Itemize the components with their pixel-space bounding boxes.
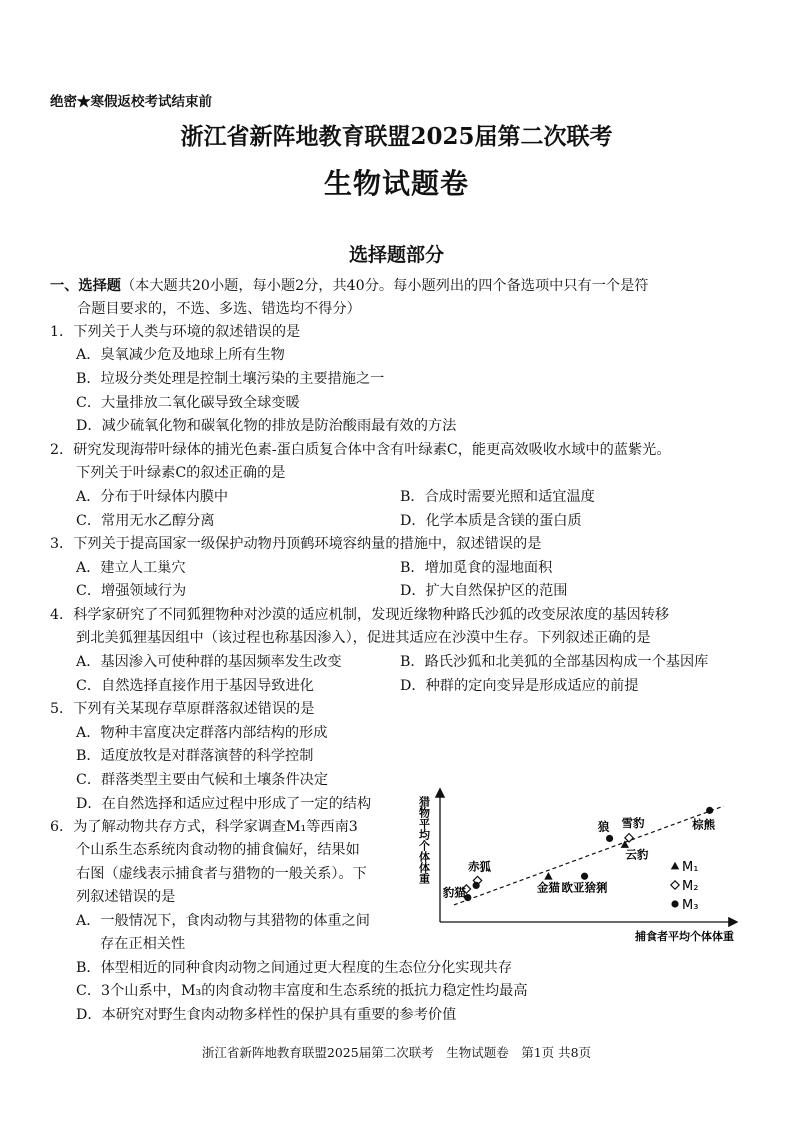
x-axis-label: 捕食者平均个体体重 (635, 930, 734, 943)
q6-option-a-1: A．一般情况下，食肉动物与其猎物的体重之间 (76, 913, 370, 929)
legend-marker-0 (671, 862, 679, 870)
part1-label: 一、选择题 (50, 278, 121, 294)
point-5 (581, 873, 588, 880)
q3-option-d: D．扩大自然保护区的范围 (400, 583, 568, 599)
q4-stem-2: 到北美狐狸基因组中（该过程也称基因渗入），促进其适应在沙漠中生存。下列叙述正确的是 (76, 630, 651, 646)
q3-option-b: B．增加觅食的湿地面积 (400, 560, 553, 576)
q2-option-c: C．常用无水乙醇分离 (76, 513, 215, 529)
predator-prey-chart (418, 780, 738, 950)
legend-label-1: M₂ (682, 879, 699, 894)
legend-marker-2 (671, 900, 678, 907)
point-label-5: 欧亚猞猁 (561, 880, 608, 895)
point-7 (625, 834, 633, 842)
q4-option-c: C．自然选择直接作用于基因导致进化 (76, 678, 314, 694)
legend-label-0: M₁ (682, 860, 699, 875)
q5-option-a: A．物种丰富度决定群落内部结构的形成 (76, 725, 328, 741)
q3-stem: 3．下列关于提高国家一级保护动物丹顶鹤环境容纳量的措施中，叙述错误的是 (50, 536, 542, 552)
q1-stem: 1．下列关于人类与环境的叙述错误的是 (50, 324, 301, 340)
exam-title: 浙江省新阵地教育联盟2025届第二次联考 (180, 123, 613, 150)
y-axis-label: 猎物平均个体体重 (418, 796, 431, 884)
point-9 (706, 807, 713, 814)
q2-option-a: A．分布于叶绿体内膜中 (76, 489, 229, 505)
q6-stem-4: 列叙述错误的是 (76, 889, 176, 905)
point-label-9: 棕熊 (692, 817, 716, 832)
q3-option-a: A．建立人工巢穴 (76, 560, 186, 576)
part1-instr-2: 合题目要求的，不选、多选、错选均不得分） (77, 301, 361, 317)
q6-option-a-2: 存在正相关性 (100, 936, 186, 952)
part1-instr-1: （本大题共20小题，每小题2分，共40分。每小题列出的四个备选项中只有一个是符 (120, 278, 649, 294)
q1-option-a: A．臭氧减少危及地球上所有生物 (76, 347, 285, 363)
q1-option-c: C．大量排放二氧化碳导致全球变暖 (76, 395, 300, 411)
q4-option-d: D．种群的定向变异是形成适应的前提 (400, 678, 639, 694)
confidential-label: 绝密★寒假返校考试结束前 (50, 94, 212, 110)
section-heading: 选择题部分 (348, 244, 444, 266)
q5-stem: 5．下列有关某现存草原群落叙述错误的是 (50, 701, 315, 717)
q4-stem-1: 4．科学家研究了不同狐狸物种对沙漠的适应机制，发现近缘物种路氏沙狐的改变尿浓度的基因转移 (50, 607, 670, 623)
point-label-8: 云豹 (625, 847, 649, 862)
q4-option-b: B．路氏沙狐和北美狐的全部基因构成一个基因库 (400, 654, 709, 670)
point-4 (544, 872, 552, 880)
q4-option-a: A．基因渗入可使种群的基因频率发生改变 (76, 654, 342, 670)
q1-option-b: B．垃圾分类处理是控制土壤污染的主要措施之一 (76, 371, 385, 387)
point-label-6: 狼 (597, 819, 610, 834)
point-label-4: 金猫 (536, 880, 560, 895)
q5-option-b: B．适度放牧是对群落演替的科学控制 (76, 748, 314, 764)
point-6 (606, 835, 613, 842)
point-label-7: 雪豹 (621, 815, 645, 830)
point-3 (473, 882, 480, 889)
q6-stem-3: 右图（虚线表示捕食者与猎物的一般关系）。下 (76, 866, 367, 882)
q6-option-d: D．本研究对野生食肉动物多样性的保护具有重要的参考价值 (76, 1007, 457, 1023)
q2-option-d: D．化学本质是含镁的蛋白质 (400, 513, 582, 529)
part1-instruction (50, 276, 648, 296)
q5-option-d: D．在自然选择和适应过程中形成了一定的结构 (76, 796, 372, 812)
point-label-2: 赤狐 (468, 859, 492, 874)
q1-option-d: D．减少硫氧化物和碳氧化物的排放是防治酸雨最有效的方法 (76, 418, 457, 434)
legend-label-2: M₃ (682, 898, 699, 913)
chart-legend (671, 860, 699, 913)
q6-option-c: C．3个山系中，M₃的肉食动物丰富度和生态系统的抵抗力稳定性均最高 (76, 983, 528, 999)
point-label-0: 豹猫 (442, 885, 466, 900)
q6-stem-1: 6．为了解动物共存方式，科学家调查M₁等西南3 (50, 819, 358, 835)
q2-stem-1: 2．研究发现海带叶绿体的捕光色素-蛋白质复合体中含有叶绿素C，能更高效吸收水域中的蓝紫光。 (50, 442, 671, 458)
q2-option-b: B．合成时需要光照和适宜温度 (400, 489, 595, 505)
q6-option-b: B．体型相近的同种食肉动物之间通过更大程度的生态位分化实现共存 (76, 960, 513, 976)
q6-stem-2: 个山系生态系统肉食动物的捕食偏好，结果如 (76, 842, 360, 858)
q5-option-c: C．群落类型主要由气候和土壤条件决定 (76, 772, 329, 788)
page-footer: 浙江省新阵地教育联盟2025届第二次联考 生物试题卷 第1页 共8页 (201, 1045, 592, 1060)
legend-marker-1 (671, 881, 679, 889)
q2-stem-2: 下列关于叶绿素C的叙述正确的是 (76, 465, 286, 481)
q3-option-c: C．增强领域行为 (76, 583, 187, 599)
exam-subtitle: 生物试题卷 (323, 167, 469, 200)
